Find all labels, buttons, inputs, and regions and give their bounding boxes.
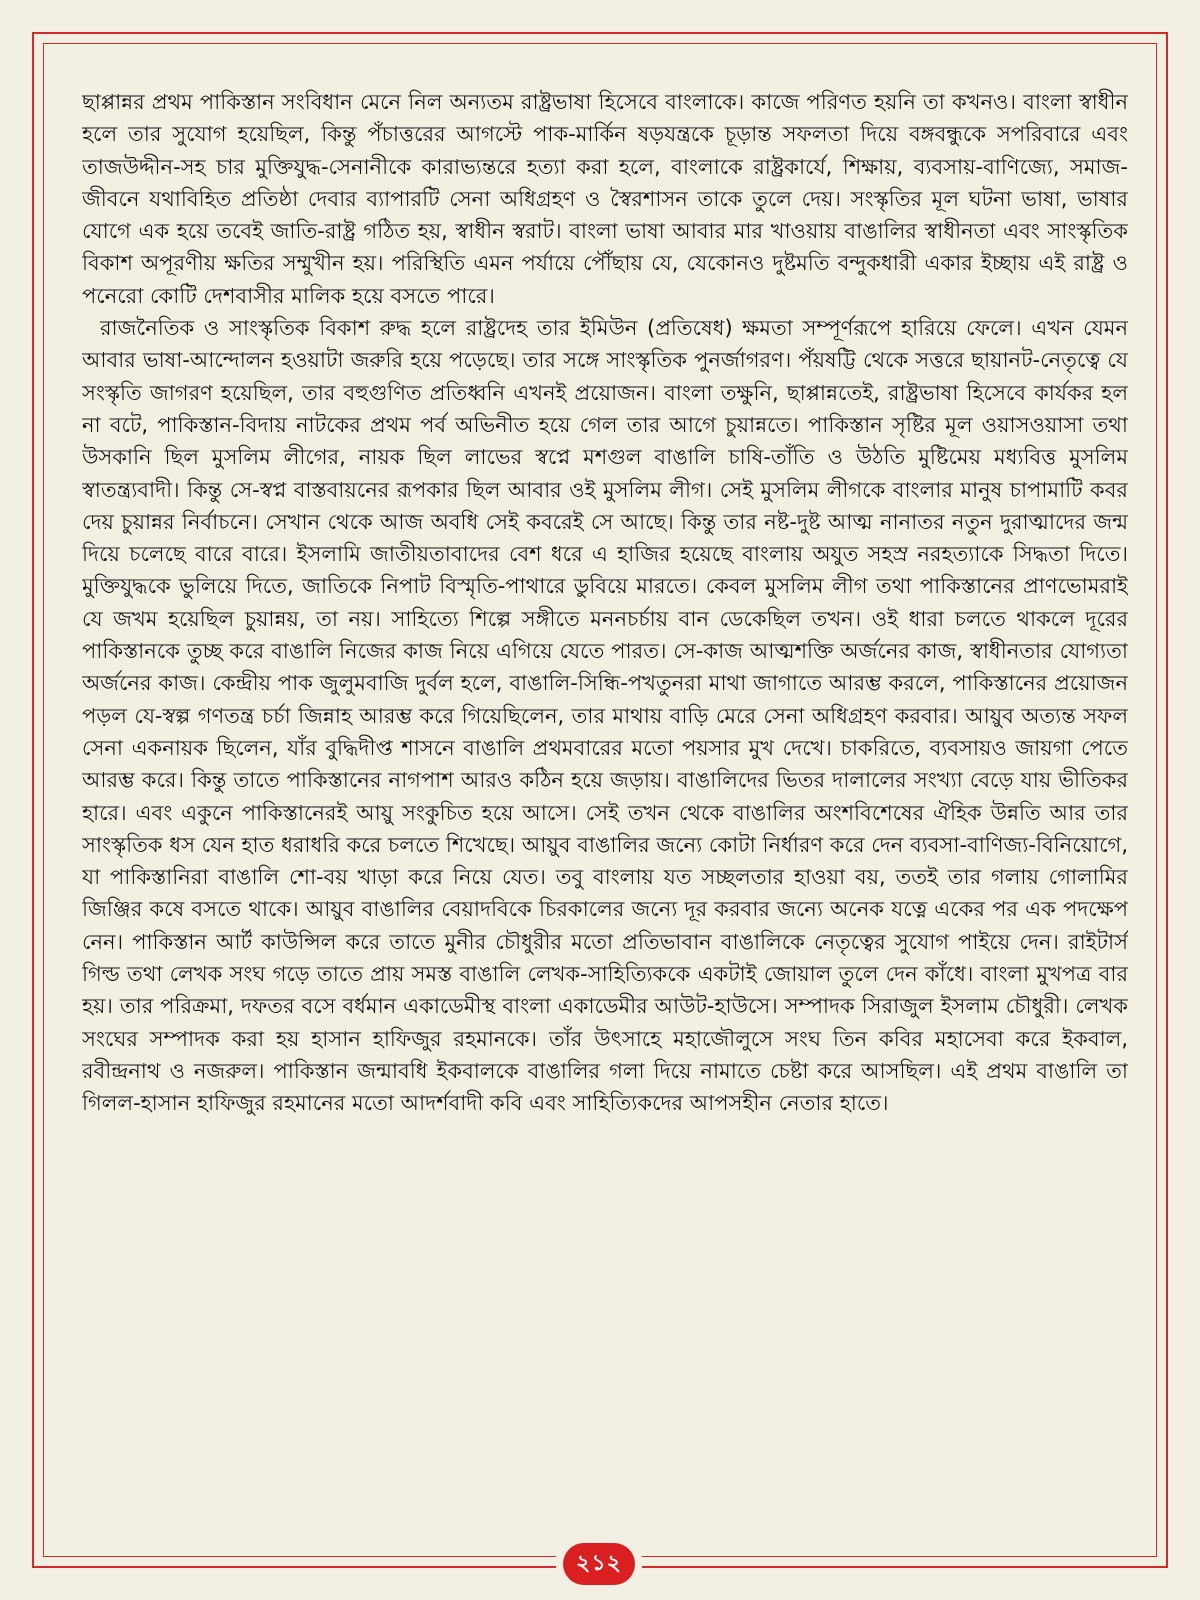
page-body-text	[82, 86, 1128, 1526]
page-number-container	[556, 1541, 642, 1587]
paragraph-1: ছাপ্পান্নর প্রথম পাকিস্তান সংবিধান মেনে নিল অন্যতম রাষ্ট্রভাষা হিসেবে বাংলাকে। কাজে পরিণত হয়নি তা কখনও। বাংলা স্বাধীন হলে তার সুযোগ হয়েছিল, কিন্তু পঁচাত্তরের আগস্টে পাক-মার্কিন ষড়যন্ত্রকে চূড়ান্ত সফলতা দিয়ে বঙ্গবন্ধুকে সপরিবারে এবং তাজউদ্দীন-সহ চার মুক্তিযুদ্ধ-সেনানীকে কারাভ্যন্তরে হত্যা করা হলে, বাংলাকে রাষ্ট্রকার্যে, শিক্ষায়, ব্যবসায়-বাণিজ্যে, সমাজ-জীবনে যথাবিহিত প্রতিষ্ঠা দেবার ব্যাপারটি সেনা অধিগ্রহণ ও স্বৈরশাসন তাকে তুলে দেয়। সংস্কৃতির মূল ঘটনা ভাষা, ভাষার যোগে এক হয়ে তবেই জাতি-রাষ্ট্র গঠিত হয়, স্বাধীন স্বরাট। বাংলা ভাষা আবার মার খাওয়ায় বাঙালির স্বাধীনতা এবং সাংস্কৃতিক বিকাশ অপূরণীয় ক্ষতির সম্মুখীন হয়। পরিস্থিতি এমন পর্যায়ে পৌঁছায় যে, যেকোনও দুষ্টমতি বন্দুকধারী একার ইচ্ছায় এই রাষ্ট্র ও পনেরো কোটি দেশবাসীর মালিক হয়ে বসতে পারে।	[82, 90, 1128, 308]
paragraph-2: রাজনৈতিক ও সাংস্কৃতিক বিকাশ রুদ্ধ হলে রাষ্ট্রদেহ তার ইমিউন (প্রতিষেধ) ক্ষমতা সম্পূর্ণরূপে হারিয়ে ফেলে। এখন যেমন আবার ভাষা-আন্দোলন হওয়াটা জরুরি হয়ে পড়েছে। তার সঙ্গে সাংস্কৃতিক পুনর্জাগরণ। পঁয়ষট্টি থেকে সত্তরে ছায়ানট-নেতৃত্বে যে সংস্কৃতি জাগরণ হয়েছিল, তার বহুগুণিত প্রতিধ্বনি এখনই প্রয়োজন। বাংলা তক্ষুনি, ছাপ্পান্নতেই, রাষ্ট্রভাষা হিসেবে কার্যকর হল না বটে, পাকিস্তান-বিদায় নাটকের প্রথম পর্ব অভিনীত হয়ে গেল তার আগে চুয়ান্নতে। পাকিস্তান সৃষ্টির মূল ওয়াসওয়াসা তথা উসকানি ছিল মুসলিম লীগের, নায়ক ছিল লাভের স্বপ্নে মশগুল বাঙালি চাষি-তাঁতি ও উঠতি মুষ্টিমেয় মধ্যবিত্ত মুসলিম স্বাতন্ত্র্যবাদী। কিন্তু সে-স্বপ্ন বাস্তবায়নের রূপকার ছিল আবার ওই মুসলিম লীগ। সেই মুসলিম লীগকে বাংলার মানুষ চাপামাটি কবর দেয় চুয়ান্নর নির্বাচনে। সেখান থেকে আজ অবধি সেই কবরেই সে আছে। কিন্তু তার নষ্ট-দুষ্ট আত্ম নানাতর নতুন দুরাত্মাদের জন্ম দিয়ে চলেছে বারে বারে। ইসলামি জাতীয়তাবাদের বেশ ধরে এ হাজির হয়েছে বাংলায় অযুত সহস্র নরহত্যাকে সিদ্ধতা দিতে। মুক্তিযুদ্ধকে ভুলিয়ে দিতে, জাতিকে নিপাট বিস্মৃতি-পাথারে ডুবিয়ে মারতে। কেবল মুসলিম লীগ তথা পাকিস্তানের প্রাণভোমরাই যে জখম হয়েছিল চুয়ান্নয়, তা নয়। সাহিত্যে শিল্পে সঙ্গীতে মননচর্চায় বান ডেকেছিল তখন। ওই ধারা চলতে থাকলে দূরের পাকিস্তানকে তুচ্ছ করে বাঙালি নিজের কাজ নিয়ে এগিয়ে যেতে পারত। সে-কাজ আত্মশক্তি অর্জনের কাজ, স্বাধীনতার যোগ্যতা অর্জনের কাজ। কেন্দ্রীয় পাক জুলুমবাজি দুর্বল হলে, বাঙালি-সিন্ধি-পখতুনরা মাথা জাগাতে আরম্ভ করলে, পাকিস্তানের প্রয়োজন পড়ল যে-স্বল্প গণতন্ত্র চর্চা জিন্নাহ আরম্ভ করে গিয়েছিলেন, তার মাথায় বাড়ি মেরে সেনা অধিগ্রহণ করবার। আয়ুব অত্যন্ত সফল সেনা একনায়ক ছিলেন, যাঁর বুদ্ধিদীপ্ত শাসনে বাঙালি প্রথমবারের মতো পয়সার মুখ দেখে। চাকরিতে, ব্যবসায়ও জায়গা পেতে আরম্ভ করে। কিন্তু তাতে পাকিস্তানের নাগপাশ আরও কঠিন হয়ে জড়ায়। বাঙালিদের ভিতর দালালের সংখ্যা বেড়ে যায় ভীতিকর হারে। এবং একুনে পাকিস্তানেরই আয়ু সংকুচিত হয়ে আসে। সেই তখন থেকে বাঙালির অংশবিশেষের ঐহিক উন্নতি আর তার সাংস্কৃতিক ধস যেন হাত ধরাধরি করে চলতে শিখেছে। আয়ুব বাঙালির জন্যে কোটা নির্ধারণ করে দেন ব্যবসা-বাণিজ্য-বিনিয়োগে, যা পাকিস্তানিরা বাঙালি শো-বয় খাড়া করে নিয়ে যেত। তবু বাংলায় যত সচ্ছলতার হাওয়া বয়, ততই তার গলায় গোলামির জিঞ্জির কষে বসতে থাকে। আয়ুব বাঙালির বেয়াদবিকে চিরকালের জন্যে দূর করবার জন্যে অনেক যত্নে একের পর এক পদক্ষেপ নেন। পাকিস্তান আর্ট কাউন্সিল করে তাতে মুনীর চৌধুরীর মতো প্রতিভাবান বাঙালিকে নেতৃত্বের সুযোগ পাইয়ে দেন। রাইটার্স গিল্ড তথা লেখক সংঘ গড়ে তাতে প্রায় সমস্ত বাঙালি লেখক-সাহিত্যিককে একটাই জোয়াল তুলে দেন কাঁধে। বাংলা মুখপত্র বার হয়। তার পরিক্রমা, দফতর বসে বর্ধমান একাডেমীস্থ বাংলা একাডেমীর আউট-হাউসে। সম্পাদক সিরাজুল ইসলাম চৌধুরী। লেখক সংঘের সম্পাদক করা হয় হাসান হাফিজুর রহমানকে। তাঁর উৎসাহে মহাজৌলুসে সংঘ তিন কবির মহাসেবা করে ইকবাল, রবীন্দ্রনাথ ও নজরুল। পাকিস্তান জন্মাবধি ইকবালকে বাঙালির গলা দিয়ে নামাতে চেষ্টা করে আসছিল। এই প্রথম বাঙালি তা গিলল-হাসান হাফিজুর রহমানের মতো আদর্শবাদী কবি এবং সাহিত্যিকদের আপসহীন নেতার হাতে।	[82, 316, 1128, 1116]
page-number-badge: ২১২	[563, 1543, 635, 1585]
